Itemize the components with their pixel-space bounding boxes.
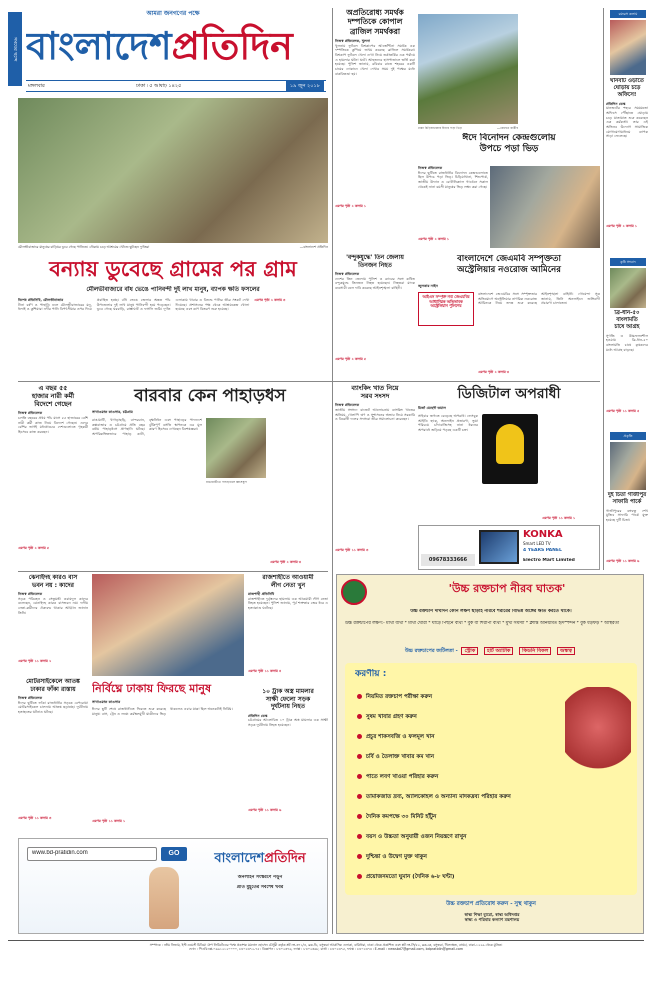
eid-body: ঈদের ছুটিতে রাজধানীর বিনোদন কেন্দ্রগুলোতে ছিল উপচে পড়া ভিড়। চিড়িয়াখানা, শিশুপার্ক, জাতীয় উদ্যান ও বোটানিক্যাল গার্ডেনে সকাল থেকেই নানা বয়সী মানুষের ভিড় লক্ষ্য করা গেছে। xyxy=(418,170,488,189)
hills-headline: বারবার কেন পাহাড়ধস xyxy=(134,386,286,406)
health-ad-title: 'উচ্চ রক্তচাপ নীরব ঘাতক' xyxy=(448,582,566,595)
masthead-dateline xyxy=(26,80,326,92)
eid-crowd-photo xyxy=(490,166,600,248)
right-col-photo xyxy=(610,20,646,75)
complication-2: হার্ট অ্যাটাক xyxy=(484,647,513,655)
health-ad-todo-item xyxy=(357,807,567,827)
jmb-inset-1: আইএস সম্পৃক্ত নব্য জেএমবির xyxy=(422,294,470,299)
health-ad-todo-text: প্রচুর শাকসবজি ও ফলমূল খান xyxy=(366,734,435,740)
right-col-section: রম্যরস কলাম xyxy=(610,10,646,18)
complication-4: অন্ধত্ব xyxy=(557,647,575,655)
krishi-story xyxy=(606,310,648,430)
digital-body-2 xyxy=(542,414,600,514)
accident-continue[interactable]: এরপর পৃষ্ঠা ১১ কলাম ৬ xyxy=(248,808,282,813)
digital-body: সাইবার জগতে বেড়েছে অপরাধ। ফেসবুক আইডি হ্যাক, অনলাইন প্রতারণা, ভুয়া পরিচয়ে চাঁদাবাজিসহ নানা ধরনের অপরাধে জড়িয়ে পড়ছে একটি চক্র। xyxy=(418,414,478,433)
complication-3: কিডনি বিকল xyxy=(519,647,551,655)
return-continue[interactable]: এরপর পৃষ্ঠা ১১ কলাম ১ xyxy=(92,819,126,823)
top-story-headline-3: ব্রাজিল সমর্থকরা xyxy=(349,26,401,36)
top-story-headline-1: অপ্রতিরোধ্য সমর্থক xyxy=(346,8,404,17)
women-body: চলতি বছরের প্রথম পাঁচ মাসে ৫৫ হাজারের বেশি নারী কর্মী কাজ নিয়ে বিদেশে গেছেন। এদের বেশির ভাগই মধ্যপ্রাচ্যের দেশগুলোতে গৃহকর্মী হিসেবে কাজ করছেন। xyxy=(18,416,88,435)
row-rule xyxy=(18,381,600,382)
motorcycle-story xyxy=(18,678,88,833)
bank-continue[interactable]: এরপর পৃষ্ঠা ১১ কলাম ৩ xyxy=(335,547,369,552)
accident-headline-2: সাক্ষী ফেলো সড়ক xyxy=(265,695,311,703)
hills-photo xyxy=(206,418,266,478)
right-col-headline-1: ঘানবাট ওড়াতে xyxy=(610,78,644,84)
lead-subhead: মৌলভীবাজারে বাঁধ ভেঙে পানিবন্দী দুই লাখ মানুষ, ব্যাপক ক্ষতি ফসলের xyxy=(86,286,260,293)
krishi-label: কৃষি সংবাদ xyxy=(610,258,646,266)
eid-photo xyxy=(418,14,518,124)
crossfire-headline-2: তিনজন নিহত xyxy=(358,261,392,269)
top-story-byline: নিজস্ব প্রতিবেদক, খুলনা xyxy=(335,39,370,44)
konka-phone-box: 09678333666 xyxy=(421,554,475,566)
masthead-date-en: ১৯ জুন ২০১৮ xyxy=(286,81,324,91)
bullet-icon xyxy=(357,694,362,699)
women-headline-3: বিদেশে গেছেন xyxy=(34,400,72,409)
jmb-body: বাংলাদেশে জেএমবির সঙ্গে সম্পৃক্ততার অভিযোগে অস্ট্রেলিয়ার নাগরিক নওরোজ আমিনকে নিয়ে তদন্ত শুরু করেছে আইনশৃঙ্খলা বাহিনী। গোয়েন্দা সূত্র জানায়, তিনি অনলাইনে জঙ্গিবাদী প্রচারণা চালাতেন। xyxy=(478,292,600,306)
eid-continue[interactable]: এরপর পৃষ্ঠা ২ কলাম ১ xyxy=(418,236,449,241)
web-ad-brand-2: প্রতিদিন xyxy=(264,851,306,866)
top-story xyxy=(335,8,415,248)
motorcycle-headline-2: ঢাকার ফাঁকা রাস্তায় xyxy=(30,685,76,693)
prokriti-label: প্রকৃতি xyxy=(610,432,646,440)
bank-byline: নিজস্ব প্রতিবেদক xyxy=(335,403,360,408)
main-photo-credit: —বাংলাদেশ প্রতিদিন xyxy=(299,245,328,249)
health-ad-todo-item xyxy=(357,767,567,787)
health-ad-todo-item xyxy=(357,687,567,707)
crossfire-headline-1: 'বন্দুকযুদ্ধে' তিন জেলায় xyxy=(346,254,404,261)
accident-byline: প্রতিদিন ডেস্ক xyxy=(248,713,268,718)
column-rule xyxy=(603,8,604,570)
jmb-headline xyxy=(418,254,600,282)
health-ad-todo-text: প্রয়োজনমতো ঘুমান (দৈনিক ৬-৮ ঘন্টা) xyxy=(366,874,455,880)
return-story xyxy=(92,707,244,832)
bullet-icon xyxy=(357,794,362,799)
health-ad-todo-text: বয়স ও উচ্চতা অনুযায়ী ওজন নিয়ন্ত্রণে রাখুন xyxy=(366,834,467,840)
prokriti-continue[interactable]: এরপর পৃষ্ঠা ১১ কলাম ৬ xyxy=(606,558,640,563)
eid-headline-1: ঈদে বিনোদন কেন্দ্রগুলোয় xyxy=(462,133,556,143)
masthead-tagline: আমরা জনগণের পক্ষে xyxy=(146,10,200,17)
rajshahi-byline: রাজশাহী প্রতিনিধি xyxy=(248,592,275,596)
krishi-body: সুগন্ধি ও উচ্চফলনশীল হওয়ায় ব্রি-ধান-৫০ বাংলামতি চাষে কৃষকদের মধ্যে আগ্রহ বাড়ছে। xyxy=(606,333,648,352)
right-col-headline-3: অফিসে! xyxy=(617,91,637,98)
bullet-icon xyxy=(357,814,362,819)
health-ad-todo-text: দৈনিক কমপক্ষে ৩০ মিনিট হাঁটুন xyxy=(366,814,437,820)
masthead-date-bn: ঢাকা ৷ ৫ আষাঢ় ১৪২৫ xyxy=(136,83,182,89)
health-ad-sponsor-1: স্বাস্থ্য শিক্ষা ব্যুরো, স্বাস্থ্য অধিদপ্তর xyxy=(464,912,520,917)
eid-byline: নিজস্ব প্রতিবেদক xyxy=(418,166,443,170)
digital-illustration-hand-icon xyxy=(496,424,524,464)
rajshahi-headline-1: রাজশাহীতে আওয়ামী xyxy=(262,574,314,581)
imprint-line2: ফোন : পিএবিএক্স-০৯৬১২১২০০০০, ৮৪০২৩৭২-৭৫ ৷ বিজ্ঞাপন : ৮৪০২৩৭৬, ফ্যাক্স : ৮৪০২৩৬৮, বার্তা : ৮৪০২৩৭৫, ফ্যাক্স : ৮৪০২৩৭৪ ৷ E-mail : newsbd7@gmail.com, bdpratidin@gmail.com xyxy=(188,947,464,952)
jmb-headline-2: অস্ট্রেলিয়ার নওরোজ আমিনের xyxy=(457,264,561,275)
jmb-inset-2: আধ্যাত্মিক অভিভাবক xyxy=(429,298,463,304)
masthead-day: মঙ্গলবার xyxy=(28,83,45,89)
eid-headline xyxy=(418,133,600,161)
prokriti-body: গাজীপুরের বঙ্গবন্ধু শেখ মুজিব সাফারি পার্কে যুক্ত হয়েছে দুটি চিতা। xyxy=(606,508,648,523)
jhenaida-story xyxy=(18,574,88,674)
jmb-inset-3: অস্ট্রেলিয়ান পুলিশের xyxy=(430,303,462,309)
jhenaida-headline-1: ঝেনাইদহ কারও বাস xyxy=(28,574,78,581)
accident-story xyxy=(248,688,328,833)
top-story-headline-2: দম্পতিকে কোপাল xyxy=(347,17,403,27)
lead-story xyxy=(18,298,328,378)
masthead-logo-part1: বাংলাদেশ xyxy=(26,23,172,68)
konka-warranty: 4 YEARS PANEL xyxy=(523,548,562,553)
prokriti-photo xyxy=(610,442,646,490)
health-ad-complications xyxy=(345,645,637,657)
bank-body: জাতীয় সংসদে বাজেট আলোচনায় ব্যাংকিং খাতের অনিয়ম, খেলাপি ঋণ ও সুশাসনের অভাব নিয়ে সরকারি ও বিরোধী দলের সদস্যরা তীব্র সমালোচনা করেছেন। xyxy=(335,407,415,422)
health-ad-todo-text: নিয়মিত রক্তচাপ পরীক্ষা করুন xyxy=(366,694,433,700)
right-col-body: যানজটের শহরে সময়মতো অফিসে পৌঁছাতে ঘোড়ায় চড়ে যাতায়াত শুরু করেছেন এক কর্মকর্তা। তার এই অভিনব উদ্যোগ সামাজিক যোগাযোগমাধ্যমে ব্যাপক সাড়া ফেলেছে। xyxy=(606,106,648,139)
eid-story xyxy=(418,166,488,251)
lead-byline: বিশেষ প্রতিনিধি, মৌলভীবাজার xyxy=(18,298,64,302)
right-col-continue[interactable]: এরপর পৃষ্ঠা ২ কলাম ১ xyxy=(606,224,637,229)
crossfire-byline: নিজস্ব প্রতিবেদক xyxy=(335,272,360,276)
bullet-icon xyxy=(357,754,362,759)
digital-story xyxy=(418,414,600,524)
krishi-photo xyxy=(610,268,646,308)
rajshahi-body: রাজশাহীতে দুর্বৃত্তদের হামলায় এক আওয়ামী লীগ নেতা নিহত হয়েছেন। পুলিশ জানায়, পূর্ব শত্রুতার জের ধরে এ হত্যাকাণ্ড ঘটেছে। xyxy=(248,596,328,611)
bullet-icon xyxy=(357,834,362,839)
column-rule xyxy=(332,8,333,934)
digital-continue[interactable]: এরপর পৃষ্ঠা ১১ কলাম ১ xyxy=(542,516,576,520)
web-ad-brand-1: বাংলাদেশ xyxy=(214,851,265,866)
konka-ad[interactable] xyxy=(418,525,600,570)
health-ad-symptoms: উচ্চ রক্তচাপের লক্ষণ:- মাথা ব্যথা * মাথা ঘোরা * ঘাড়ে পিছনে ব্যথা * বুক বা শিরাপা ব্যথা * মুখ্য সমস্যা * ক্লান্তি অনিয়মিত হৃদস্পন্দন * বুক ধড়ফড় * অস্থিরতা xyxy=(345,621,620,626)
main-photo-caption: মৌলভীবাজারে মানুষের বাড়িঘর ডুবে গেছে পানিতে। নৌকায় চড়ে আশ্রয়ের খোঁজে ছুটছেন দুর্গতরা xyxy=(18,245,150,249)
web-ad[interactable] xyxy=(18,838,328,934)
imprint-line1: সম্পাদক : নঈম নিজাম, ইস্ট ওয়েস্ট মিডিয়া গ্রুপ লিমিটেডের পক্ষে প্রকাশক ময়নাল হোসেন চৌধুরী কর্তৃক প্লট নং-৩৭১/এ, ব্লক-ডি, বসুন্ধরা আবাসিক এলাকা, বারিধারা, ঢাকা থেকে প্রকাশিত এবং প্লট নং-সি/৫২, ব্লক-কে, বসুন্ধরা, খিলক্ষেত, বাড্ডা, ঢাকা-১২২৯ থেকে মুদ্রিত। xyxy=(149,943,503,947)
health-ad-todo-item xyxy=(357,727,567,747)
prokriti-headline-1: দুই চিতা গাজীপুর xyxy=(607,492,647,498)
jmb-byline: জুলকার নাইন xyxy=(418,284,438,288)
return-body: ঈদের ছুটি শেষে রাজধানীতে ফিরতে শুরু করেছে মানুষ। বাস, ট্রেন ও লঞ্চে কর্মস্থলমুখী যাত্রীদের ভিড় থাকলেও এবার যাত্রা ছিল অনেকটাই নির্বিঘ্ন। xyxy=(92,707,233,716)
krishi-continue[interactable]: এরপর পৃষ্ঠা ১১ কলাম ৫ xyxy=(606,408,640,413)
health-ad-todo-title: করণীয় : xyxy=(355,669,387,679)
hills-byline: সাখাওয়াত কাওসার, চট্টগ্রাম xyxy=(92,410,133,414)
jmb-story xyxy=(478,292,600,378)
women-headline-2: হাজার নারী কর্মী xyxy=(31,392,75,401)
return-photo xyxy=(92,574,244,676)
motorcycle-continue[interactable]: এরপর পৃষ্ঠা ১১ কলাম ৩ xyxy=(18,815,52,820)
health-ad-todo-panel xyxy=(345,663,637,895)
digital-byline: মির্জা মেহেদী তমাল xyxy=(418,406,446,410)
health-ad-todo-text: পাতে লবণ খাওয়া পরিহার করুন xyxy=(366,774,439,780)
digital-illustration xyxy=(482,414,538,484)
top-story-continue[interactable]: এরপর পৃষ্ঠা ২ কলাম ১ xyxy=(335,203,366,208)
jhenaida-byline: নিজস্ব প্রতিবেদক xyxy=(18,592,43,596)
jhenaida-headline-2: ভবন নয় : কাদের xyxy=(32,581,74,589)
imprint xyxy=(8,940,644,966)
prokriti-story xyxy=(606,492,648,582)
bank-story xyxy=(335,384,415,569)
krishi-headline-1: ব্রি-ধান-৫০ বাংলামতি xyxy=(614,310,640,323)
health-ad-todo-item xyxy=(357,747,567,767)
web-ad-url: www.bd-pratidin.com xyxy=(32,850,88,856)
web-ad-go-button[interactable]: GO xyxy=(161,847,187,861)
hills-body-2 xyxy=(270,418,328,558)
row-rule xyxy=(18,571,328,572)
return-headline: নির্বিঘ্নে ঢাকায় ফিরছে মানুষ xyxy=(92,682,212,695)
masthead-logo-part2: প্রতিদিন xyxy=(171,23,293,68)
jmb-headline-1: বাংলাদেশে জেএমবি সম্পৃক্ততা xyxy=(457,254,561,264)
jmb-inset xyxy=(418,292,474,326)
health-ad-sponsor-2: স্বাস্থ্য ও পরিবার কল্যাণ মন্ত্রণালয় xyxy=(464,917,520,923)
motorcycle-headline-1: মোটরসাইকেলে আতঙ্ক xyxy=(26,678,80,685)
web-ad-line2: প্রতি মুহূর্তের সর্বশেষ খবর xyxy=(236,885,284,890)
masthead-left-strip: সময়ের ছন্দে xyxy=(8,12,22,86)
masthead xyxy=(8,8,328,103)
web-ad-line1: অনলাইন সংস্করণে পড়ুন xyxy=(237,875,283,880)
right-col-story xyxy=(606,78,648,256)
return-byline: সাখাওয়াত কাওসার xyxy=(92,700,121,704)
health-ad-illustration xyxy=(565,687,631,787)
jmb-continue[interactable]: এরপর পৃষ্ঠা ২ কলাম ৩ xyxy=(478,370,509,374)
health-ad-todo-item xyxy=(357,787,567,807)
health-ad-todo-text: চর্বি ও তৈলাক্ত খাবার কম খান xyxy=(366,754,435,760)
complication-1: স্ট্রোক xyxy=(461,647,478,655)
eid-headline-2: উপচে পড়া ভিড় xyxy=(479,144,539,155)
bank-headline-2: সরব সংসদ xyxy=(360,392,390,401)
health-ad-todo-item xyxy=(357,707,567,727)
bank-headline-1: ব্যাংকিং খাত নিয়ে xyxy=(351,384,399,392)
health-ad-todo-item xyxy=(357,867,567,887)
rajshahi-headline-2: লীগ নেতা খুন xyxy=(270,581,306,589)
bullet-icon xyxy=(357,874,362,879)
web-ad-brand xyxy=(195,849,325,869)
health-ad-todo-item xyxy=(357,847,567,867)
top-story-body: খুলনায় ফুটবল বিশ্বকাপের আর্জেন্টিনা সমর্থক এক দম্পতিকে কুপিয়ে জখম করেছে ব্রাজিল সমর্থকরা। বিশ্বকাপ ফুটবল খেলা দেখা নিয়ে তর্কাতর্কির এক পর্যায়ে এ হামলার ঘটনা ঘটে। আহতদের হাসপাতালে ভর্তি করা হয়েছে। পুলিশ জানায়, রবিবার রাতে শহরের একটি চায়ের দোকানে খেলা দেখার সময় দুই পক্ষের মধ্যে বাকবিতণ্ডা হয়। xyxy=(335,43,415,76)
accident-headline-1: ১০ ট্রাক অস্ত্র মামলার xyxy=(262,688,314,695)
jhenaida-continue[interactable]: এরপর পৃষ্ঠা ১১ কলাম ২ xyxy=(18,658,52,663)
right-col-headline-2: ঘোড়ায় চড়ে xyxy=(613,84,641,91)
web-ad-url-bar[interactable] xyxy=(27,847,157,861)
eid-photo-credit: —রোহেত রাকীব xyxy=(496,126,518,130)
health-ad-slogan: উচ্চ রক্তচাপ প্রতিরোধ করুন - সুস্থ থাকুন xyxy=(446,901,536,907)
health-ad-todo-list xyxy=(357,687,567,891)
konka-dealer: Electro Mart Limited xyxy=(523,558,575,563)
health-ad xyxy=(336,574,644,934)
accident-headline-3: দুর্ঘটনায় নিহত xyxy=(270,703,306,710)
health-ad-todo-text: তামাকজাত দ্রব্য, অ্যালকোহল ও অন্যান্য মাদকদ্রব্য পরিহার করুন xyxy=(366,794,511,800)
accident-body: চট্টগ্রামের আলোচিত ১০ ট্রাক অস্ত্র মামলার এক সাক্ষী সড়ক দুর্ঘটনায় নিহত হয়েছেন। xyxy=(248,718,328,727)
konka-sub: Smart LED TV xyxy=(523,541,551,546)
digital-headline: ডিজিটাল অপরাধী xyxy=(457,386,561,402)
health-ad-todo-text: দুশ্চিন্তা ও উদ্বেগ মুক্ত থাকুন xyxy=(366,854,427,860)
motorcycle-body: ঈদের ছুটিতে ফাঁকা রাজধানীর সড়কে বেপরোয়া মোটরসাইকেল চালনায় আতঙ্ক ছড়াচ্ছে। দুর্ঘটনায় হতাহতের ঘটনাও ঘটছে। xyxy=(18,700,88,715)
prokriti-headline-2: সাফারি পার্কে xyxy=(612,498,642,505)
hills-story xyxy=(92,418,328,568)
bullet-icon xyxy=(357,734,362,739)
women-headline-1: এ বছর ৫৫ xyxy=(38,384,68,392)
krishi-headline-2: চাষে আগ্রহ xyxy=(614,323,640,330)
motorcycle-byline: নিজস্ব প্রতিবেদক xyxy=(18,696,43,700)
bullet-icon xyxy=(357,854,362,859)
bullet-icon xyxy=(357,774,362,779)
jhenaida-body: সড়ক পরিবহন ও সেতুমন্ত্রী ওবায়দুল কাদের বলেছেন, ঝেনাইদহ কারও বাসভবন নয়। দলীয় নেতা-কর্মীদের ঐক্যবদ্ধ থাকার আহ্বান জানান তিনি। xyxy=(18,596,88,615)
hills-caption: রাঙামাটিতে পাহাড়ধসে ধ্বংসস্তূপ xyxy=(206,480,247,484)
lead-continue[interactable]: এরপর পৃষ্ঠা ২ কলাম ৩ xyxy=(254,298,286,302)
rajshahi-story xyxy=(248,574,328,684)
bullet-icon xyxy=(357,714,362,719)
health-ad-emblem xyxy=(341,579,367,605)
main-photo xyxy=(18,98,328,243)
health-ad-todo-item xyxy=(357,827,567,847)
women-continue[interactable]: এরপর পৃষ্ঠা ২ কলাম ৫ xyxy=(18,546,49,551)
right-col-byline: প্রতিদিন ডেস্ক xyxy=(606,101,626,106)
hills-continue[interactable]: এরপর পৃষ্ঠা ২ কলাম ৩ xyxy=(270,560,301,564)
eid-caption: ঢাকা চিড়িয়াখানায় ঈদের পড়া ভিড় xyxy=(418,126,462,130)
health-ad-todo-text: সুষম খাবার গ্রহণ করুন xyxy=(366,714,417,720)
health-ad-sponsor xyxy=(397,912,587,932)
complications-label: উচ্চ রক্তচাপের জটিলতা - xyxy=(405,648,458,654)
lead-headline: বন্যায় ডুবেছে গ্রামের পর গ্রাম xyxy=(49,257,297,281)
konka-brand: KONKA xyxy=(523,529,563,540)
crossfire-continue[interactable]: এরপর পৃষ্ঠা ২ কলাম ৫ xyxy=(335,356,366,361)
crossfire-body: দেশের তিন জেলায় পুলিশ ও র‌্যাবের সঙ্গে কথিত বন্দুকযুদ্ধে তিনজন নিহত হয়েছেন। নিহতরা মাদক ব্যবসায়ী বলে দাবি করেছে আইনশৃঙ্খলা বাহিনী। xyxy=(335,276,415,291)
masthead-logo xyxy=(26,18,326,74)
lead-body: টানা বর্ষণ ও পাহাড়ি ঢলে মৌলভীবাজারের মনু, ধলাই ও কুশিয়ারা নদীর পানি বিপৎসীমার ওপর দিয়ে প্রবাহিত হচ্ছে। বাঁধ ভেঙে জেলার অন্তত পাঁচ উপজেলার দুই লাখ মানুষ পানিবন্দী হয়ে পড়েছেন। ডুবে গেছে ঘরবাড়ি, রাস্তাঘাট ও ফসলি জমি। দুর্গত এলাকায় খাবার ও বিশুদ্ধ পানির তীব্র সংকট দেখা দিয়েছে। প্রশাসনের পক্ষ থেকে আশ্রয়কেন্দ্র খোলা হয়েছে এবং ত্রাণ বিতরণ শুরু হয়েছে। xyxy=(18,298,250,312)
crossfire-story xyxy=(335,254,415,379)
women-byline: নিজস্ব প্রতিবেদক xyxy=(18,411,43,416)
women-story xyxy=(18,384,88,569)
hills-body: রাঙামাটি, খাগড়াছড়ি, বান্দরবান, কক্সবাজার ও চট্টগ্রামে প্রতি বছর বর্ষায় পাহাড়ধসে প্রাণহানি ঘটছে। অপরিকল্পিতভাবে পাহাড় কাটা, বৃক্ষনিধন এবং পাহাড়ের পাদদেশে ঝুঁকিপূর্ণ বসতি স্থাপনকে এর মূল কারণ হিসেবে দেখছেন বিশেষজ্ঞরা। xyxy=(92,418,202,437)
rajshahi-continue[interactable]: এরপর পৃষ্ঠা ১১ কলাম ৪ xyxy=(248,668,282,673)
web-ad-finger-icon xyxy=(149,867,179,929)
konka-tv xyxy=(479,530,519,564)
health-ad-intro: উচ্চ রক্তচাপ দীর্ঘদিন কোন লক্ষণ ছাড়াই নীরবে শরীরের বিভিন্ন অঙ্গের ক্ষতি করতে থাকে। xyxy=(410,609,572,614)
